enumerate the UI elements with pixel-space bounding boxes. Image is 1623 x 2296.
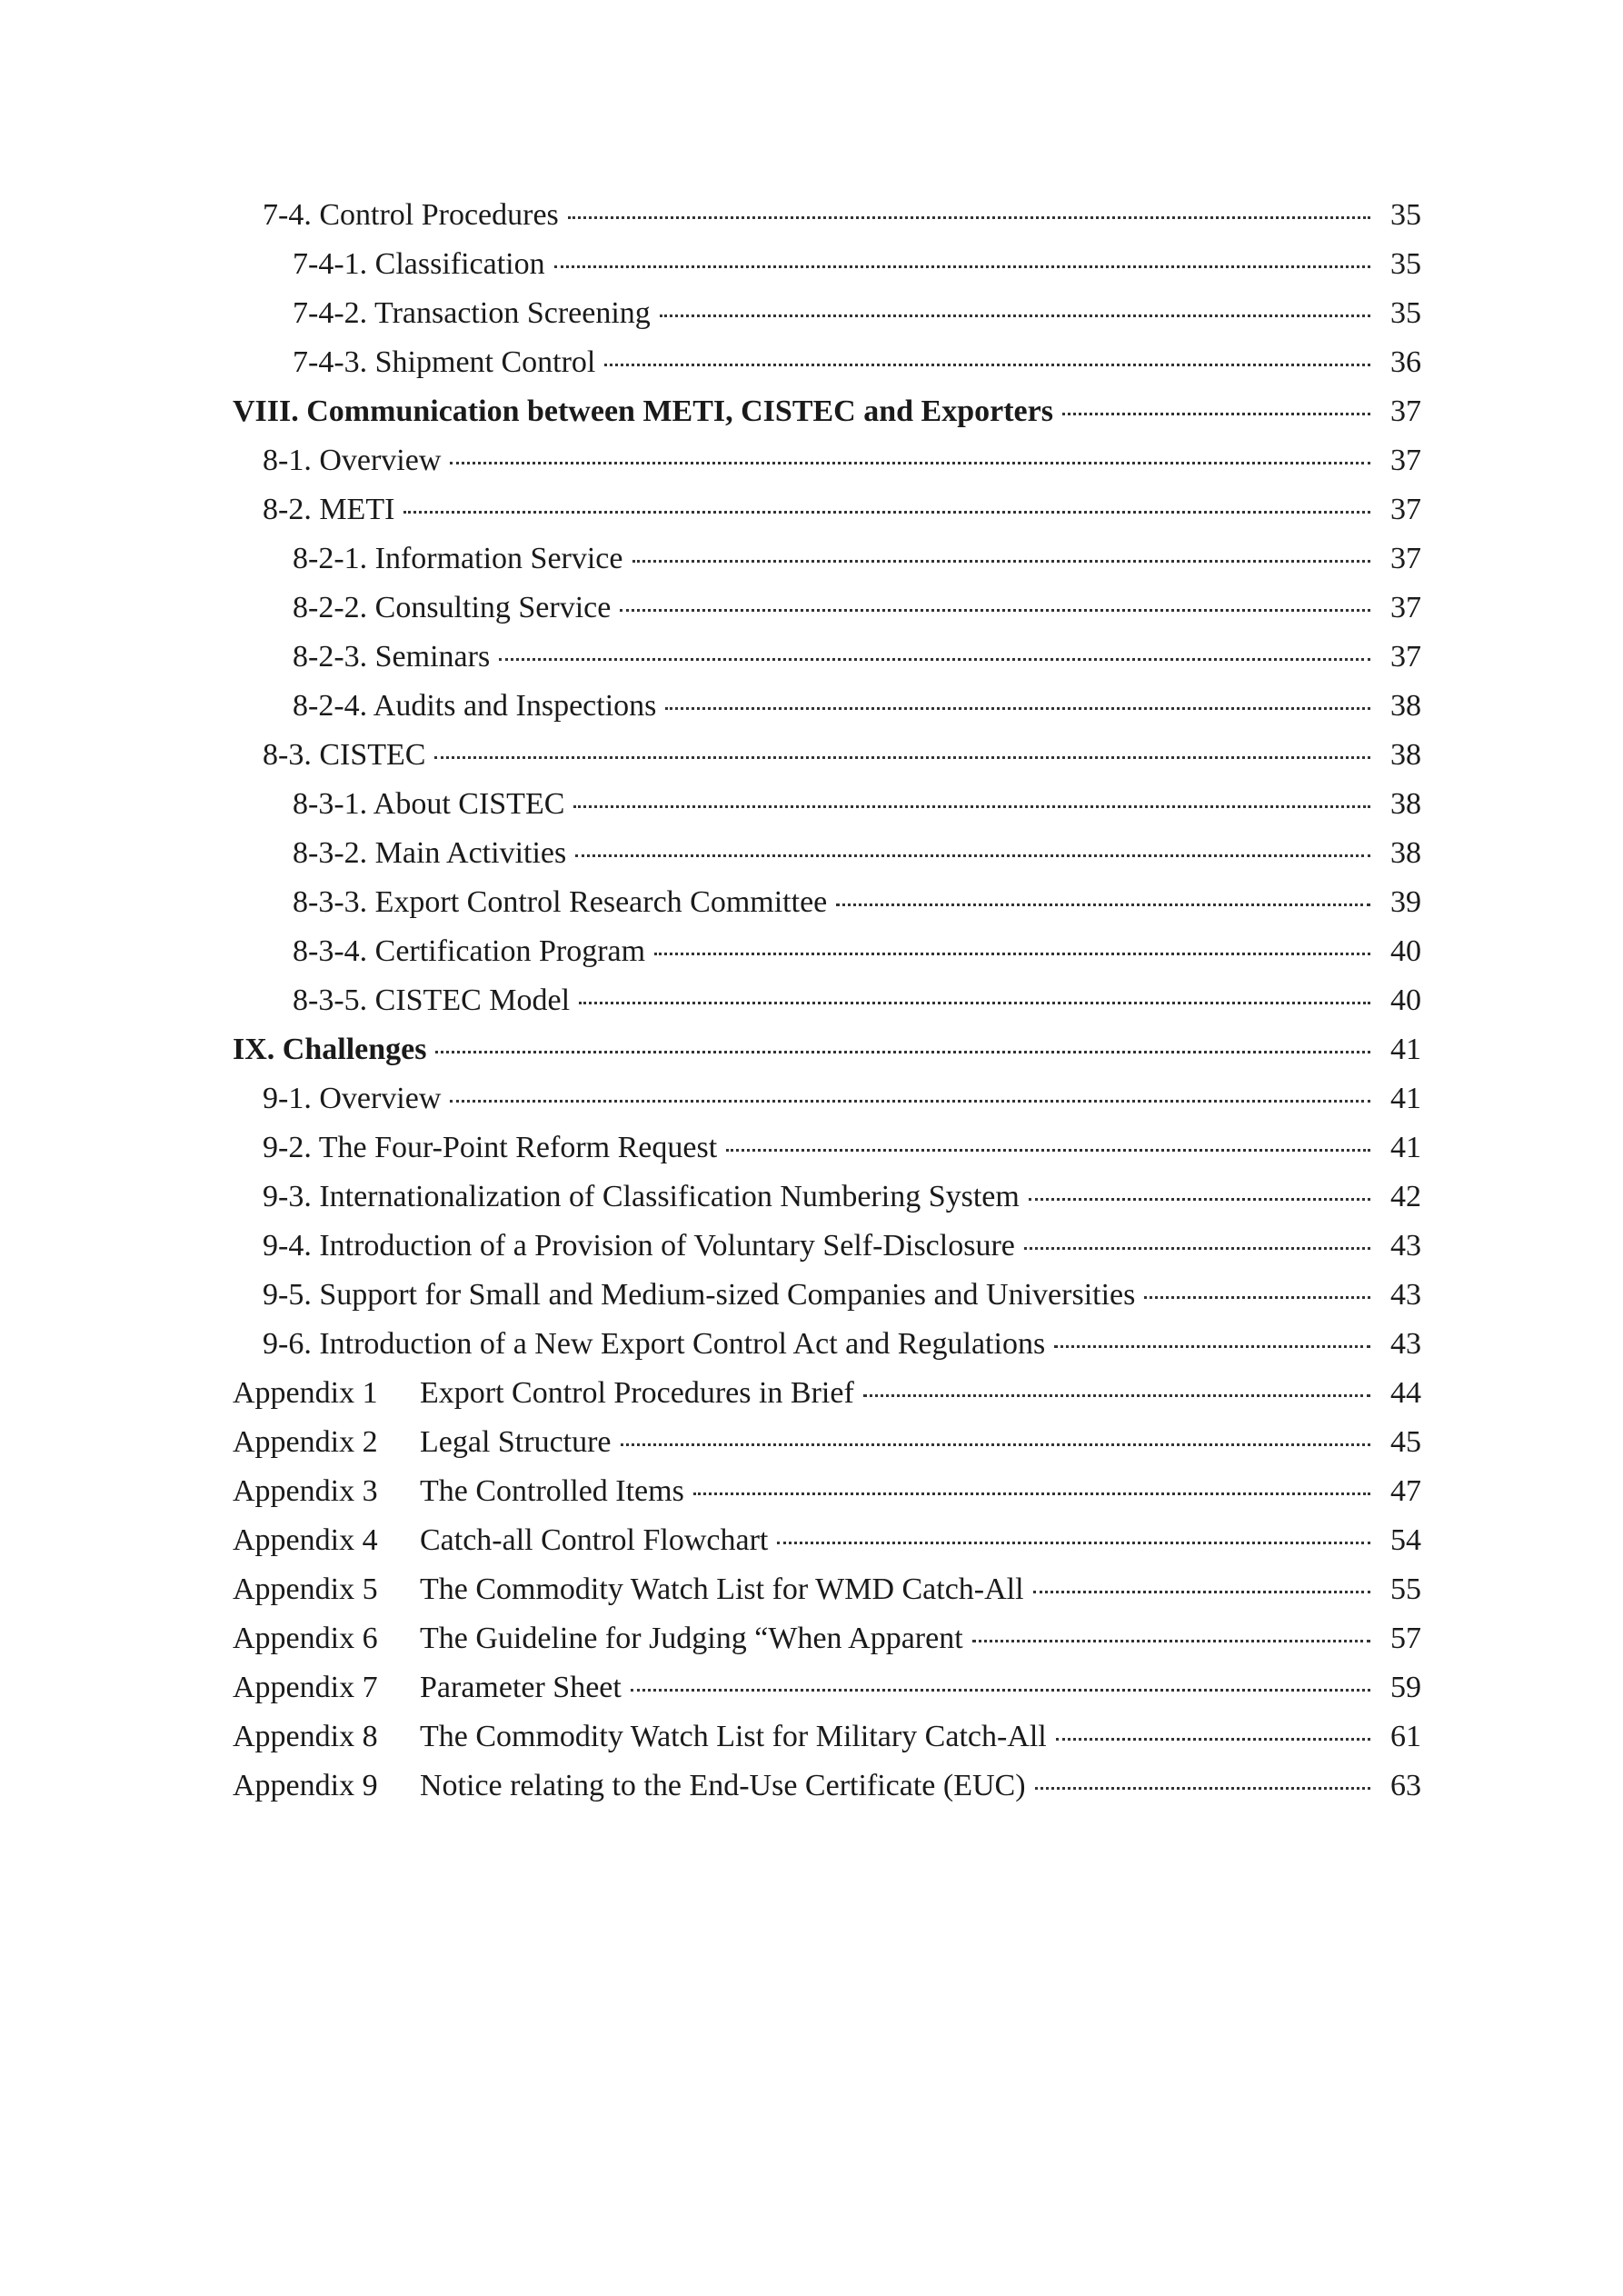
dot-leader xyxy=(554,240,1370,289)
page-number: 45 xyxy=(1390,1425,1421,1459)
toc-entry-title xyxy=(233,1025,435,1074)
toc-entry-title xyxy=(233,1712,1056,1762)
toc-entry-title xyxy=(233,1762,1035,1811)
toc-entry[interactable] xyxy=(233,191,1421,240)
toc-entry-text: The Controlled Items xyxy=(420,1474,684,1508)
toc-entry-title xyxy=(233,1614,972,1663)
toc-appendix-entry[interactable] xyxy=(233,1712,1421,1762)
toc-entry-text: Catch-all Control Flowchart xyxy=(420,1523,769,1557)
page-number: 63 xyxy=(1390,1769,1421,1802)
toc-entry[interactable] xyxy=(233,1271,1421,1320)
toc-entry-title xyxy=(293,633,499,682)
dot-leader xyxy=(1144,1271,1370,1320)
dot-leader xyxy=(836,878,1370,927)
page-number: 54 xyxy=(1390,1523,1421,1557)
appendix-label: Appendix 1 xyxy=(233,1376,378,1410)
toc-entry[interactable] xyxy=(233,731,1421,780)
toc-entry-text: 9-2. The Four-Point Reform Request xyxy=(263,1131,718,1164)
toc-entry-text: 9-5. Support for Small and Medium-sized Companies and Universities xyxy=(263,1278,1136,1312)
toc-entry-title xyxy=(263,191,568,240)
toc-entry-text: 8-3-1. About CISTEC xyxy=(293,787,565,821)
toc-entry-text: 7-4-1. Classification xyxy=(293,247,545,281)
toc-entry[interactable] xyxy=(233,878,1421,927)
toc-appendix-entry[interactable] xyxy=(233,1663,1421,1712)
dot-leader xyxy=(620,584,1370,633)
toc-entry[interactable] xyxy=(233,1173,1421,1222)
page-number: 40 xyxy=(1390,983,1421,1017)
page-number: 42 xyxy=(1390,1180,1421,1213)
toc-entry-text: 8-2-4. Audits and Inspections xyxy=(293,689,657,723)
page-number: 35 xyxy=(1390,247,1421,281)
page-number: 37 xyxy=(1390,591,1421,624)
toc-entry-text: The Commodity Watch List for Military Catch-All xyxy=(420,1720,1047,1753)
dot-leader xyxy=(435,1025,1370,1074)
page-number: 61 xyxy=(1390,1720,1421,1753)
toc-entry-title xyxy=(233,1369,863,1418)
dot-leader xyxy=(568,191,1370,240)
dot-leader xyxy=(665,682,1370,731)
toc-appendix-entry[interactable] xyxy=(233,1565,1421,1614)
dot-leader xyxy=(863,1369,1370,1418)
toc-entry-title xyxy=(263,436,450,485)
appendix-label: Appendix 6 xyxy=(233,1622,378,1655)
toc-entry-title xyxy=(293,927,654,976)
page-number: 39 xyxy=(1390,885,1421,919)
toc-entry[interactable] xyxy=(233,485,1421,534)
dot-leader xyxy=(631,1663,1370,1712)
page-number: 37 xyxy=(1390,640,1421,674)
toc-entry-title xyxy=(293,584,620,633)
page-number: 57 xyxy=(1390,1622,1421,1655)
dot-leader xyxy=(403,485,1370,534)
page-number: 38 xyxy=(1390,836,1421,870)
toc-entry-text: 8-3-5. CISTEC Model xyxy=(293,983,571,1017)
toc-entry-title xyxy=(293,780,573,829)
toc-entry-title xyxy=(263,1222,1024,1271)
dot-leader xyxy=(575,829,1370,878)
page-number: 37 xyxy=(1390,542,1421,575)
toc-entry-title xyxy=(293,338,604,387)
toc-entry[interactable] xyxy=(233,584,1421,633)
dot-leader xyxy=(450,1074,1370,1123)
toc-entry[interactable] xyxy=(233,829,1421,878)
toc-entry-text: 8-2-2. Consulting Service xyxy=(293,591,612,624)
appendix-label: Appendix 3 xyxy=(233,1474,378,1508)
toc-appendix-entry[interactable] xyxy=(233,1762,1421,1811)
page-number: 38 xyxy=(1390,689,1421,723)
toc-entry-text: 9-3. Internationalization of Classification Numbering System xyxy=(263,1180,1020,1213)
dot-leader xyxy=(604,338,1370,387)
toc-entry-text: 7-4-3. Shipment Control xyxy=(293,345,596,379)
page-number: 47 xyxy=(1390,1474,1421,1508)
toc-entry-text: 7-4-2. Transaction Screening xyxy=(293,296,651,330)
toc-entry-text: VIII. Communication between METI, CISTEC and Exporters xyxy=(233,394,1053,428)
toc-appendix-entry[interactable] xyxy=(233,1614,1421,1663)
toc-entry-text: 7-4. Control Procedures xyxy=(263,198,559,232)
page-number: 41 xyxy=(1390,1033,1421,1066)
dot-leader xyxy=(573,780,1370,829)
page-number: 43 xyxy=(1390,1327,1421,1361)
toc-entry[interactable] xyxy=(233,1320,1421,1369)
toc-entry-text: 8-2-1. Information Service xyxy=(293,542,623,575)
toc-entry[interactable] xyxy=(233,240,1421,289)
toc-appendix-entry[interactable] xyxy=(233,1467,1421,1516)
toc-entry-title xyxy=(293,534,632,584)
toc-entry-text: 9-1. Overview xyxy=(263,1082,442,1115)
dot-leader xyxy=(777,1516,1370,1565)
toc-entry[interactable] xyxy=(233,1222,1421,1271)
appendix-label: Appendix 8 xyxy=(233,1720,378,1753)
dot-leader xyxy=(1056,1712,1370,1762)
toc-appendix-entry[interactable] xyxy=(233,1516,1421,1565)
page-number: 35 xyxy=(1390,296,1421,330)
page-number: 38 xyxy=(1390,738,1421,772)
dot-leader xyxy=(693,1467,1370,1516)
toc-entry-title xyxy=(293,829,575,878)
toc-entry[interactable] xyxy=(233,387,1421,436)
dot-leader xyxy=(1024,1222,1370,1271)
page-number: 44 xyxy=(1390,1376,1421,1410)
table-of-contents xyxy=(233,191,1421,1811)
dot-leader xyxy=(972,1614,1370,1663)
dot-leader xyxy=(1029,1173,1370,1222)
toc-appendix-entry[interactable] xyxy=(233,1369,1421,1418)
toc-entry-title xyxy=(233,387,1062,436)
toc-entry-text: IX. Challenges xyxy=(233,1033,427,1066)
toc-entry-title xyxy=(293,878,836,927)
appendix-label: Appendix 7 xyxy=(233,1671,378,1704)
toc-entry-title xyxy=(293,976,579,1025)
dot-leader xyxy=(1035,1762,1370,1811)
dot-leader xyxy=(632,534,1371,584)
toc-entry-text: 9-4. Introduction of a Provision of Voluntary Self-Disclosure xyxy=(263,1229,1015,1263)
toc-entry-text: 8-1. Overview xyxy=(263,444,442,477)
dot-leader xyxy=(654,927,1370,976)
toc-appendix-entry[interactable] xyxy=(233,1418,1421,1467)
toc-entry-text: 8-3-2. Main Activities xyxy=(293,836,567,870)
toc-entry-title xyxy=(263,731,434,780)
toc-entry[interactable] xyxy=(233,436,1421,485)
toc-entry-title xyxy=(233,1467,693,1516)
appendix-label: Appendix 2 xyxy=(233,1425,378,1459)
toc-entry-text: 8-3-4. Certification Program xyxy=(293,934,646,968)
toc-entry-title xyxy=(263,485,403,534)
toc-entry[interactable] xyxy=(233,927,1421,976)
toc-entry-text: 8-2-3. Seminars xyxy=(293,640,491,674)
dot-leader xyxy=(726,1123,1370,1173)
toc-entry[interactable] xyxy=(233,1025,1421,1074)
toc-entry-title xyxy=(233,1516,777,1565)
appendix-label: Appendix 4 xyxy=(233,1523,378,1557)
toc-entry-title xyxy=(263,1173,1029,1222)
page-number: 55 xyxy=(1390,1572,1421,1606)
dot-leader xyxy=(1062,387,1370,436)
dot-leader xyxy=(1033,1565,1370,1614)
toc-entry-title xyxy=(263,1123,726,1173)
toc-entry[interactable] xyxy=(233,1123,1421,1173)
toc-entry-title xyxy=(233,1663,631,1712)
page-number: 35 xyxy=(1390,198,1421,232)
page-number: 36 xyxy=(1390,345,1421,379)
dot-leader xyxy=(450,436,1370,485)
appendix-label: Appendix 9 xyxy=(233,1769,378,1802)
toc-entry-title xyxy=(293,240,554,289)
toc-entry[interactable] xyxy=(233,534,1421,584)
appendix-label: Appendix 5 xyxy=(233,1572,378,1606)
page-number: 38 xyxy=(1390,787,1421,821)
dot-leader xyxy=(1054,1320,1370,1369)
toc-entry-text: Notice relating to the End-Use Certificate (EUC) xyxy=(420,1769,1026,1802)
dot-leader xyxy=(434,731,1370,780)
toc-entry-title xyxy=(293,682,665,731)
toc-entry-text: Legal Structure xyxy=(420,1425,612,1459)
dot-leader xyxy=(499,633,1370,682)
dot-leader xyxy=(579,976,1370,1025)
toc-entry[interactable] xyxy=(233,780,1421,829)
page-number: 43 xyxy=(1390,1278,1421,1312)
toc-entry-text: 8-3. CISTEC xyxy=(263,738,426,772)
toc-entry-title xyxy=(233,1418,621,1467)
dot-leader xyxy=(621,1418,1370,1467)
toc-entry-text: 8-3-3. Export Control Research Committee xyxy=(293,885,828,919)
toc-entry-text: 8-2. METI xyxy=(263,493,395,526)
page-number: 37 xyxy=(1390,493,1421,526)
toc-entry[interactable] xyxy=(233,289,1421,338)
page-number: 37 xyxy=(1390,444,1421,477)
dot-leader xyxy=(660,289,1370,338)
toc-entry[interactable] xyxy=(233,682,1421,731)
toc-entry[interactable] xyxy=(233,338,1421,387)
toc-entry-title xyxy=(263,1271,1144,1320)
toc-entry[interactable] xyxy=(233,976,1421,1025)
toc-entry[interactable] xyxy=(233,1074,1421,1123)
toc-entry-title xyxy=(263,1074,450,1123)
toc-entry-title xyxy=(263,1320,1054,1369)
page-number: 37 xyxy=(1390,394,1421,428)
page-number: 41 xyxy=(1390,1082,1421,1115)
page-number: 43 xyxy=(1390,1229,1421,1263)
toc-entry-text: Export Control Procedures in Brief xyxy=(420,1376,854,1410)
toc-entry[interactable] xyxy=(233,633,1421,682)
page-number: 41 xyxy=(1390,1131,1421,1164)
page-number: 40 xyxy=(1390,934,1421,968)
toc-entry-title xyxy=(293,289,660,338)
page-number: 59 xyxy=(1390,1671,1421,1704)
toc-entry-text: Parameter Sheet xyxy=(420,1671,622,1704)
toc-entry-title xyxy=(233,1565,1033,1614)
toc-entry-text: The Commodity Watch List for WMD Catch-All xyxy=(420,1572,1024,1606)
toc-entry-text: The Guideline for Judging “When Apparent xyxy=(420,1622,963,1655)
toc-entry-text: 9-6. Introduction of a New Export Control Act and Regulations xyxy=(263,1327,1046,1361)
